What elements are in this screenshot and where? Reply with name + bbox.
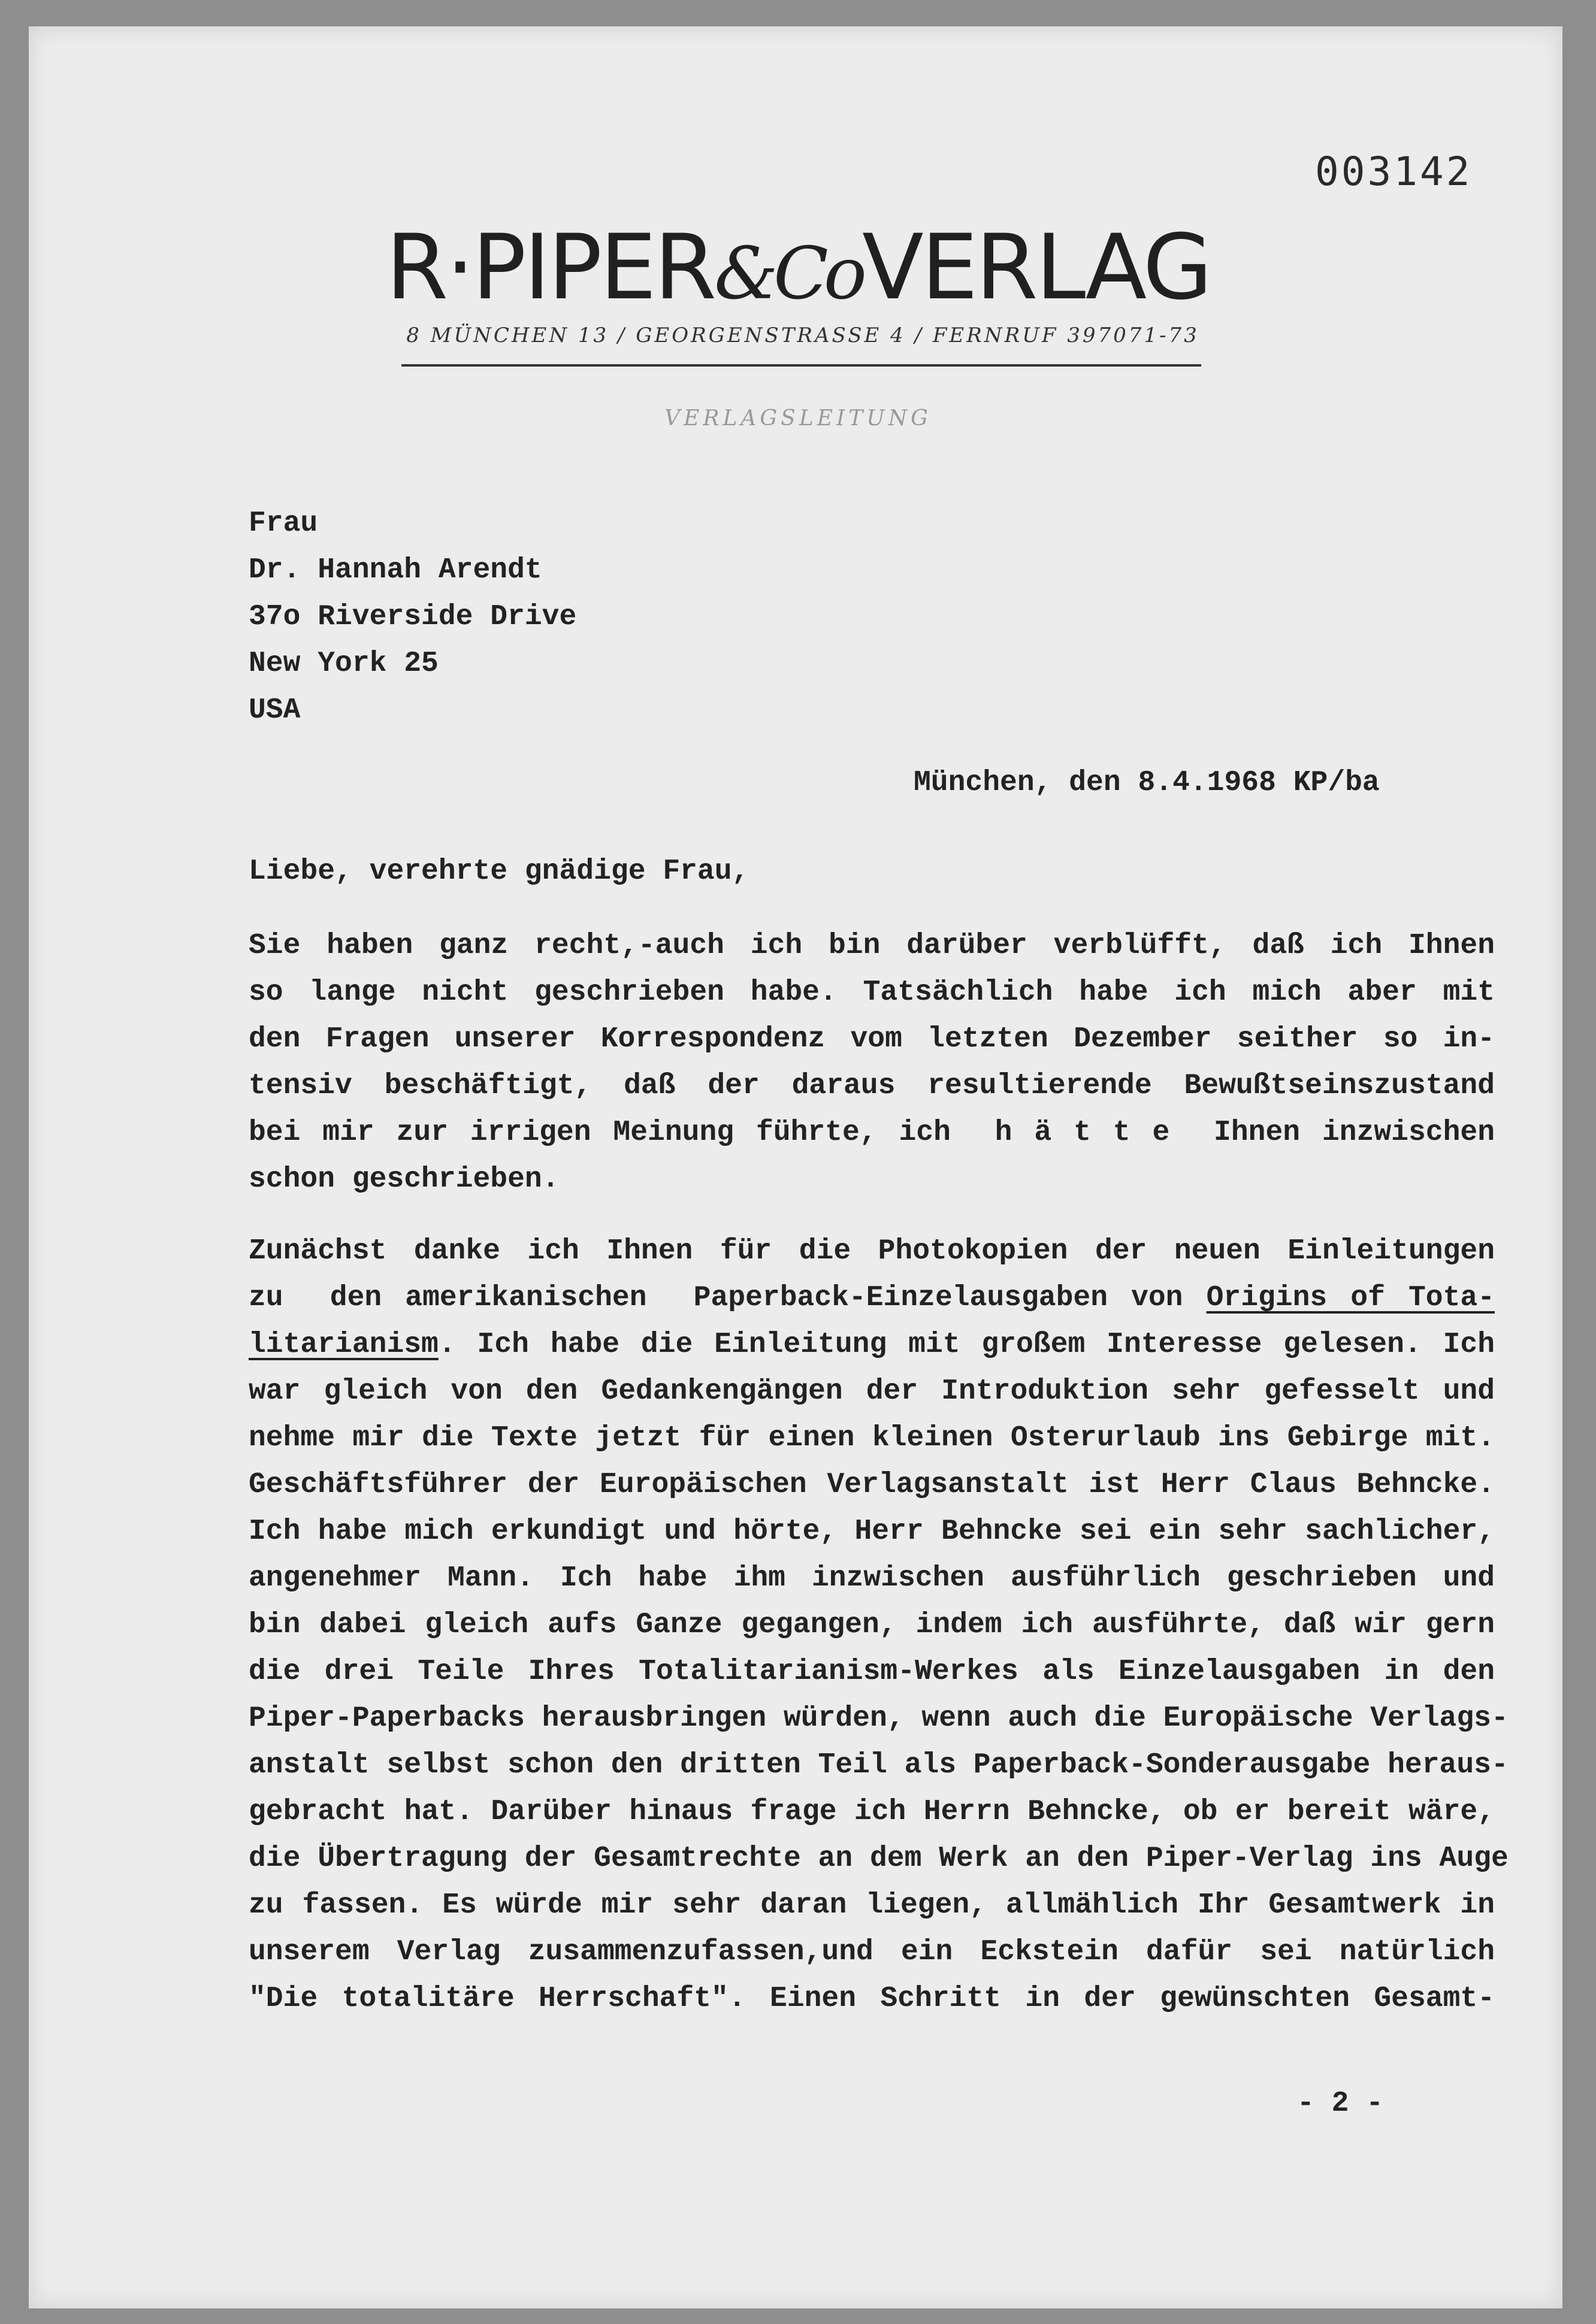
text-line: Piper-Paperbacks herausbringen würden, wenn auch die Europäische Verlags- — [249, 1702, 1509, 1735]
text-segment: zu den amerikanischen Paperback-Einzelausgaben von — [249, 1282, 1207, 1314]
text-line: Zunächst danke ich Ihnen für die Photokopien der neuen Einleitungen — [249, 1235, 1495, 1267]
text-line: bin dabei gleich aufs Ganze gegangen, indem ich ausführte, daß wir gern — [249, 1609, 1495, 1641]
text-line: tensiv beschäftigt, daß der daraus resultierende Bewußtseinszustand — [249, 1070, 1495, 1102]
publisher-logo — [0, 216, 1596, 320]
text-segment: . Ich habe die Einleitung mit großem Interesse gelesen. Ich — [438, 1329, 1495, 1361]
text-line: schon geschrieben. — [249, 1163, 560, 1196]
text-line: Geschäftsführer der Europäischen Verlagsanstalt ist Herr Claus Behncke. — [249, 1469, 1495, 1501]
book-title-underlined: Origins of Tota- — [1206, 1282, 1495, 1314]
department: VERLAGSLEITUNG — [664, 406, 932, 431]
text-line: bei mir zur irrigen Meinung führte, ich h ä t t e Ihnen inzwischen — [249, 1116, 1495, 1149]
letterhead-rule — [401, 364, 1201, 367]
text-line: die Übertragung der Gesamtrechte an dem Werk an den Piper-Verlag ins Auge — [249, 1842, 1509, 1875]
recipient-line: Frau — [249, 507, 318, 540]
text-line — [249, 1321, 1495, 1368]
paragraph-2 — [249, 1228, 1509, 2022]
logo-right: VERLAG — [862, 216, 1210, 320]
archive-number: 003142 — [1315, 149, 1473, 195]
text-line: zu fassen. Es würde mir sehr daran liegen, allmählich Ihr Gesamtwerk in — [249, 1889, 1495, 1921]
text-line: angenehmer Mann. Ich habe ihm inzwischen ausführlich geschrieben und — [249, 1562, 1495, 1594]
salutation: Liebe, verehrte gnädige Frau, — [249, 855, 749, 888]
text-line: unserem Verlag zusammenzufassen,und ein Eckstein dafür sei natürlich — [249, 1936, 1495, 1968]
logo-left: R·PIPER — [386, 216, 715, 320]
text-line: Sie haben ganz recht,-auch ich bin darüber verblüfft, daß ich Ihnen — [249, 930, 1495, 962]
text-line: nehme mir die Texte jetzt für einen kleinen Osterurlaub ins Gebirge mit. — [249, 1422, 1495, 1454]
recipient-line: New York 25 — [249, 647, 439, 680]
paragraph-1 — [249, 922, 1495, 1203]
text-line — [249, 1275, 1495, 1321]
recipient-line: 37o Riverside Drive — [249, 601, 577, 633]
text-line: gebracht hat. Darüber hinaus frage ich Herrn Behncke, ob er bereit wäre, — [249, 1796, 1495, 1828]
text-line: war gleich von den Gedankengängen der Introduktion sehr gefesselt und — [249, 1375, 1495, 1408]
page-number: - 2 - — [1297, 2087, 1384, 2120]
text-line: so lange nicht geschrieben habe. Tatsächlich habe ich mich aber mit — [249, 976, 1495, 1009]
recipient-line: Dr. Hannah Arendt — [249, 554, 542, 586]
text-line: die drei Teile Ihres Totalitarianism-Werkes als Einzelausgaben in den — [249, 1656, 1495, 1688]
book-title-underlined: litarianism — [249, 1329, 439, 1361]
text-line: anstalt selbst schon den dritten Teil als Paperback-Sonderausgabe heraus- — [249, 1749, 1509, 1781]
publisher-address: 8 MÜNCHEN 13 / GEORGENSTRASSE 4 / FERNRUF 397071-73 — [406, 323, 1199, 347]
dateline: München, den 8.4.1968 KP/ba — [914, 767, 1380, 799]
text-line: Ich habe mich erkundigt und hörte, Herr Behncke sei ein sehr sachlicher, — [249, 1515, 1495, 1548]
recipient-address — [249, 500, 576, 734]
text-line: den Fragen unserer Korrespondenz vom letzten Dezember seither so in- — [249, 1023, 1495, 1055]
text-line: "Die totalitäre Herrschaft". Einen Schritt in der gewünschten Gesamt- — [249, 1983, 1495, 2015]
logo-amp: &Co — [714, 232, 863, 316]
recipient-line: USA — [249, 694, 301, 727]
